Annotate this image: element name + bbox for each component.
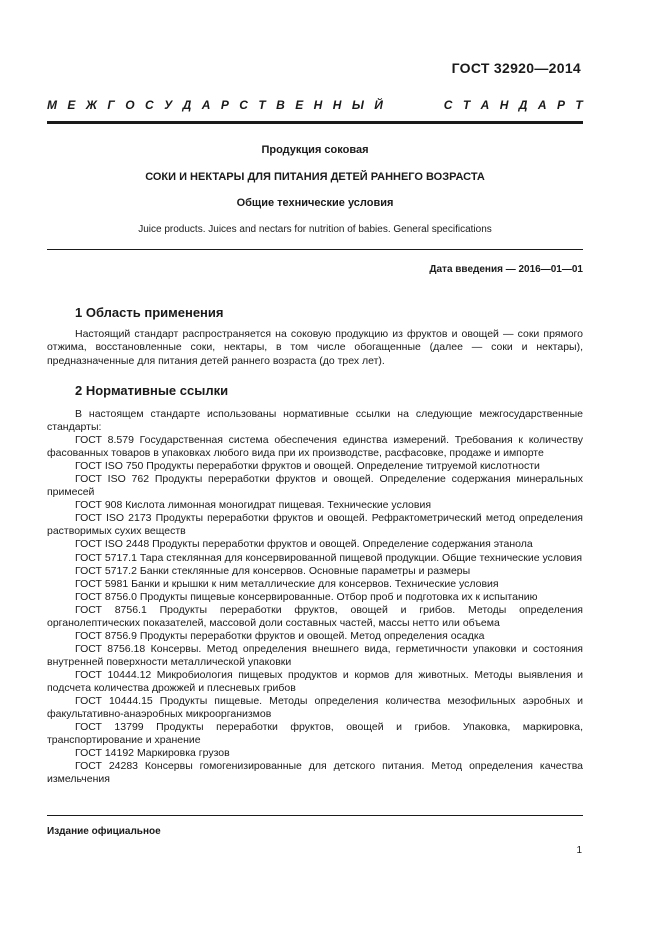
reference-entry: ГОСТ 13799 Продукты переработки фруктов, овощей и грибов. Упаковка, маркировка, транспортирование и хранение xyxy=(47,721,583,747)
section-1-heading: 1 Область применения xyxy=(75,305,224,320)
reference-entry: ГОСТ 8756.18 Консервы. Метод определения внешнего вида, герметичности упаковки и состояния внутренней поверхности металлической упаковки xyxy=(47,642,583,668)
document-number: ГОСТ 32920—2014 xyxy=(451,60,581,76)
banner-letter: С xyxy=(443,98,453,112)
banner-letter: А xyxy=(537,98,547,112)
reference-entry: ГОСТ 8.579 Государственная система обеспечения единства измерений. Требования к количеству фасованных товаров в упаковках любого вида при их производстве, расфасовке, продаже и импорте xyxy=(47,434,583,460)
banner-letter: Ж xyxy=(85,98,97,112)
reference-entry: ГОСТ 5717.2 Банки стеклянные для консервов. Основные параметры и размеры xyxy=(75,564,471,577)
footer-rule xyxy=(47,815,583,816)
banner-letter: С xyxy=(239,98,248,112)
banner-letter: В xyxy=(276,98,285,112)
banner-letter: У xyxy=(164,98,173,112)
reference-entry: ГОСТ 908 Кислота лимонная моногидрат пищевая. Технические условия xyxy=(75,499,432,512)
reference-entry: ГОСТ 10444.15 Продукты пищевые. Методы определения количества мезофильных аэробных и факультативно-анаэробных микроорганизмов xyxy=(47,695,583,721)
reference-entry: ГОСТ 10444.12 Микробиология пищевых продуктов и кормов для животных. Методы выявления и подсчета количества дрожжей и плесневых грибов xyxy=(47,668,583,694)
product-category: Продукция соковая xyxy=(261,144,369,156)
banner-letter: Р xyxy=(220,98,229,112)
official-edition-label: Издание официальное xyxy=(47,826,161,837)
banner-letter: Н xyxy=(499,98,509,112)
header-rule xyxy=(47,121,583,124)
title-rule xyxy=(47,249,583,250)
banner-letter: С xyxy=(144,98,154,112)
banner-gap xyxy=(393,98,433,112)
page-number: 1 xyxy=(576,845,582,856)
banner-letter: Т xyxy=(575,98,583,112)
banner-letter: М xyxy=(47,98,57,112)
banner-letter: Т xyxy=(258,98,266,112)
banner-letter: Ы xyxy=(351,98,364,112)
section-1-text: Настоящий стандарт распространяется на соковую продукцию из фруктов и овощей — соки прямого отжима, восстановленные соки, нектары, в том числе обогащенные (далее — соки и нектары), предназначенные для питания детей раннего возраста (до трех лет). xyxy=(47,328,583,367)
introduction-date: Дата введения — 2016—01—01 xyxy=(429,264,583,275)
reference-entry: ГОСТ 5981 Банки и крышки к ним металлические для консервов. Технические условия xyxy=(75,577,499,590)
banner-letter: Р xyxy=(556,98,565,112)
banner-letter: А xyxy=(201,98,211,112)
banner-letter: Й xyxy=(374,98,383,112)
reference-entry: ГОСТ ISO 2448 Продукты переработки фруктов и овощей. Определение содержания этанола xyxy=(75,538,533,551)
reference-entry: ГОСТ ISO 2173 Продукты переработки фруктов и овощей. Рефрактометрический метод определения растворимых сухих веществ xyxy=(47,512,583,538)
english-title: Juice products. Juices and nectars for nutrition of babies. General specifications xyxy=(138,224,492,235)
document-title: СОКИ И НЕКТАРЫ ДЛЯ ПИТАНИЯ ДЕТЕЙ РАННЕГО ВОЗРАСТА xyxy=(145,171,485,183)
banner-letter: О xyxy=(125,98,135,112)
section-2-heading: 2 Нормативные ссылки xyxy=(75,383,229,398)
reference-entry: ГОСТ 5717.1 Тара стеклянная для консервированной пищевой продукции. Общие технические условия xyxy=(75,551,583,564)
standard-banner xyxy=(47,98,583,112)
banner-letter: Д xyxy=(518,98,528,112)
banner-letter: Д xyxy=(182,98,192,112)
banner-letter: Н xyxy=(332,98,342,112)
banner-letter: Г xyxy=(107,98,115,112)
reference-entry: ГОСТ ISO 762 Продукты переработки фруктов и овощей. Определение содержания минеральных примесей xyxy=(47,473,583,499)
banner-letter: Е xyxy=(295,98,304,112)
reference-entry: ГОСТ 14192 Маркировка грузов xyxy=(75,747,230,760)
section-2-intro: В настоящем стандарте использованы нормативные ссылки на следующие межгосударственные стандарты: xyxy=(47,408,583,434)
reference-entry: ГОСТ 8756.1 Продукты переработки фруктов, овощей и грибов. Методы определения органолептических показателей, массовой доли составных частей, массы нетто или объема xyxy=(47,603,583,629)
banner-letter: Т xyxy=(462,98,471,112)
banner-letter: А xyxy=(480,98,490,112)
reference-entry: ГОСТ 8756.0 Продукты пищевые консервированные. Отбор проб и подготовка их к испытанию xyxy=(75,590,538,603)
references-list xyxy=(47,408,583,786)
banner-letter: Е xyxy=(67,98,76,112)
banner-letter: Н xyxy=(313,98,323,112)
document-subtitle: Общие технические условия xyxy=(236,197,394,209)
section-1-body xyxy=(47,328,583,368)
reference-entry: ГОСТ 8756.9 Продукты переработки фруктов и овощей. Метод определения осадка xyxy=(75,629,485,642)
reference-entry: ГОСТ ISO 750 Продукты переработки фруктов и овощей. Определение титруемой кислотности xyxy=(75,460,540,473)
reference-entry: ГОСТ 24283 Консервы гомогенизированные для детского питания. Метод определения качества измельчения xyxy=(47,760,583,786)
